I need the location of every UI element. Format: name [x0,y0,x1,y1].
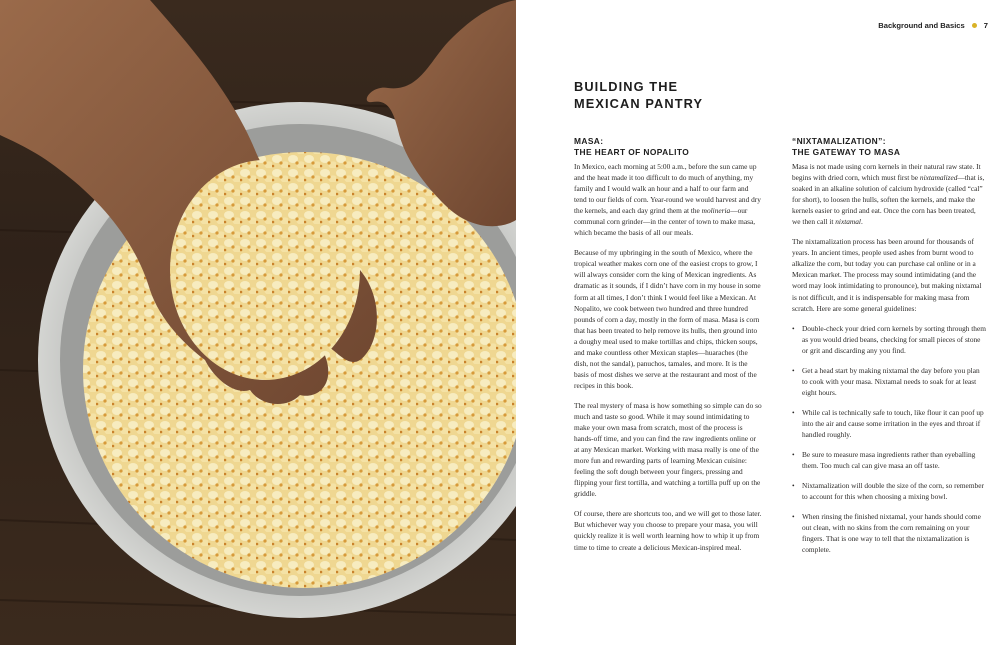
nixtamalization-paragraph-2: The nixtamalization process has been around for thousands of years. In ancient times, people used ashes from burnt wood to alkalize the corn, but today you can purchase cal online or in a Mexican market. The process may sound intimidating (and the word may look intimidating to pronounce), but making nixtamal is not difficult, and it is indispensable for making masa from scratch. Here are some general guidelines: [792,237,982,313]
list-item: • Double-check your dried corn kernels by sorting through them as you would dried beans, checking for small pieces of stone or grit and discarding any you find. [792,323,986,355]
nixtamalization-heading-line-1: “NIXTAMALIZATION”: [792,136,886,146]
list-item: • Get a head start by making nixtamal the day before you plan to cook with your masa. Nixtamal needs to soak for at least eight hours. [792,365,980,397]
running-head [878,21,988,30]
masa-paragraph-2: Because of my upbringing in the south of Mexico, where the tropical weather makes corn one of the easiest crops to grow, I will always consider corn the king of Mexican ingredients. As dramatic as it sounds, if I didn’t have corn in my house in some form at all times, I don’t think I would feel like a Mexican. At Nopalito, we cook between two hundred and three hundred pounds of corn a day, mostly in the form of masa. Masa is corn that has been treated to help remove its hulls, then ground into a doughy meal used to make tortillas and chips, thicken soups, and make countless other Mexican staples—huaraches (the dish, not the sandal), panuchos, tamales, and more. It is the basis of most dishes we serve at the restaurant and most of the recipes in this book. [574,248,761,390]
bullet-icon: • [792,450,795,460]
page-number: 7 [983,21,988,30]
masa-heading [574,136,762,158]
masa-paragraph-1: In Mexico, each morning at 5:00 a.m., before the sun came up and the heat made it too difficult to do much of anything, my family and I would walk an hour and a half to our farm and tend to our fields of corn. Year-round we would harvest and dry the kernels, and each day grind them at the molineria—our communal corn grinder—in the center of town to make masa, which became the basis of all our meals. [574,162,761,238]
masa-heading-line-1: MASA: [574,136,604,146]
masa-heading-line-2: THE HEART OF NOPALITO [574,147,690,157]
nixtamalization-heading-line-2: THE GATEWAY TO MASA [792,147,901,157]
masa-paragraph-3: The real mystery of masa is how something so simple can do so much and taste so good. While it may sound intimidating to make your own masa from scratch, most of the process is hands-off time, and you can find the raw ingredients online or at any Mexican market. Working with masa really is one of the more fun and rewarding parts of learning Mexican cuisine: feeling the soft dough between your fingers, pressing and flipping your first tortilla, and watching a tortilla puff up on the griddle. [574,400,762,499]
section-title-line-2: MEXICAN PANTRY [574,96,704,111]
section-title [574,78,703,112]
list-item: • Be sure to measure masa ingredients rather than eyeballing them. Too much cal can give masa an off taste. [792,450,976,471]
list-item: • When rinsing the finished nixtamal, your hands should come out clean, with no skins from the corn remaining on your fingers. That is one way to tell that the nixtamalization is complete. [792,512,981,555]
nixtamalization-paragraph-1: Masa is not made using corn kernels in their natural raw state. It begins with dried corn, which must first be nixtamalized—that is, soaked in an alkaline solution of calcium hydroxide (called “cal” for short), to loosen the hulls, soften the kernels, and make the kernels easier to grind and eat. Once the corn has been treated, we then call it nixtamal. [792,162,985,227]
list-item: • While cal is technically safe to touch, like flour it can poof up into the air and cause some irritation in the eyes and throat if handled roughly. [792,407,984,439]
section-title-line-1: BUILDING THE [574,79,679,94]
text-page [516,0,1000,645]
accent-dot-icon [972,23,977,28]
running-head-section: Background and Basics [878,21,965,30]
bullet-icon: • [792,407,795,417]
nixtamalization-heading [792,136,986,158]
right-column [792,136,986,564]
corn-in-palm [170,160,360,380]
guidelines-list [792,323,986,556]
list-item: • Nixtamalization will double the size of the corn, so remember to account for this when choosing a mixing bowl. [792,481,984,502]
left-column [574,136,762,562]
bullet-icon: • [792,512,795,522]
masa-paragraph-4: Of course, there are shortcuts too, and we will get to those later. But whichever way you choose to prepare your masa, you will quickly realize it is well worth learning how to whip it up from time to time to create a delicious Mexican-inspired meal. [574,509,762,552]
bullet-icon: • [792,481,795,491]
bullet-icon: • [792,365,795,375]
bullet-icon: • [792,323,795,333]
